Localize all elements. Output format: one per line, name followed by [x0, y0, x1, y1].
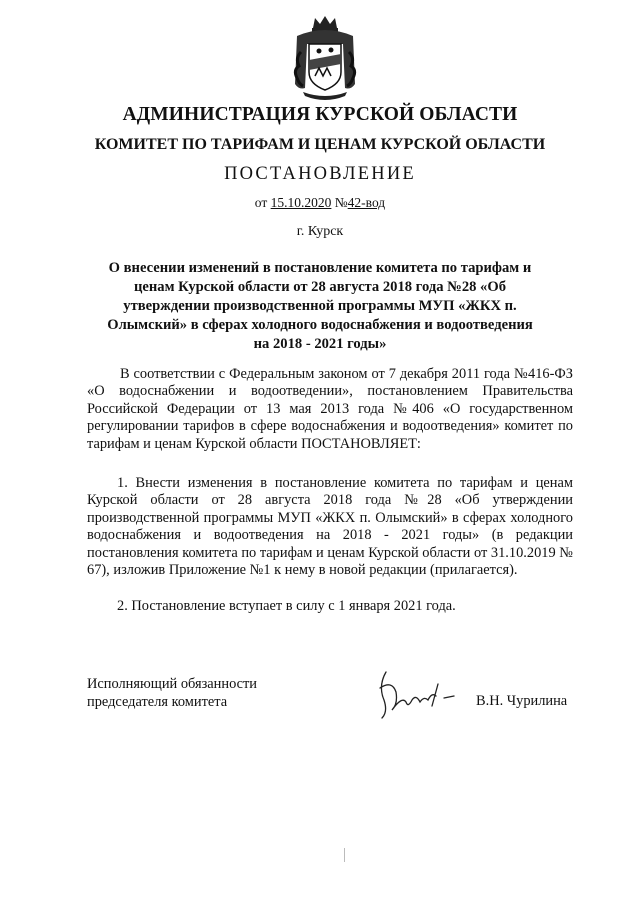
handwritten-signature: [372, 666, 468, 720]
document-date: 15.10.2020: [270, 195, 332, 210]
scan-mark: [344, 848, 345, 862]
city: г. Курск: [296, 224, 344, 239]
date-prefix: от: [254, 195, 268, 210]
coat-of-arms-icon: [291, 14, 359, 100]
number-sign: №: [334, 195, 348, 210]
signer-position: [87, 675, 257, 711]
signer-name: В.Н. Чурилина: [476, 693, 568, 709]
document-subject: О внесении изменений в постановление комитета по тарифам и ценам Курской области от 28 августа 2018 года №28 «Об утверждении производственной программы МУП «ЖКХ п. Олымский» в сферах холодного водоснабжения и водоотведения на 2018 - 2021 годы»: [107, 260, 533, 352]
signer-position-line-1: Исполняющий обязанности: [87, 676, 258, 692]
item-2-paragraph: 2. Постановление вступает в силу с 1 января 2021 года.: [117, 598, 456, 614]
item-1-paragraph: 1. Внести изменения в постановление комитета по тарифам и ценам Курской области от 28 августа 2018 года №28 «Об утверждении производственной программы МУП «ЖКХ п. Олымский» в сферах холодного водоснабжения и водоотведения на 2018 - 2021 годы» (в редакции постановления комитета по тарифам и ценам Курской области от 31.10.2019 № 67), изложив Приложение №1 к нему в новой редакции (прилагается).: [87, 475, 573, 579]
date-number-line: [0, 195, 640, 211]
document-number: 42-вод: [347, 195, 386, 210]
signer-position-line-2: председателя комитета: [87, 694, 228, 710]
organization-name: АДМИНИСТРАЦИЯ КУРСКОЙ ОБЛАСТИ: [122, 104, 518, 125]
preamble-paragraph: В соответствии с Федеральным законом от 7 декабря 2011 года №416-ФЗ «О водоснабжении и водоотведении», постановлением Правительства Российской Федерации от 13 мая 2013 года №406 «О государственном регулировании тарифов в сфере водоснабжения и водоотведения» комитет по тарифам и ценам Курской области ПОСТАНОВЛЯЕТ:: [87, 366, 573, 452]
committee-name: КОМИТЕТ ПО ТАРИФАМ И ЦЕНАМ КУРСКОЙ ОБЛАСТИ: [94, 136, 546, 153]
document-type-title: ПОСТАНОВЛЕНИЕ: [224, 164, 416, 184]
